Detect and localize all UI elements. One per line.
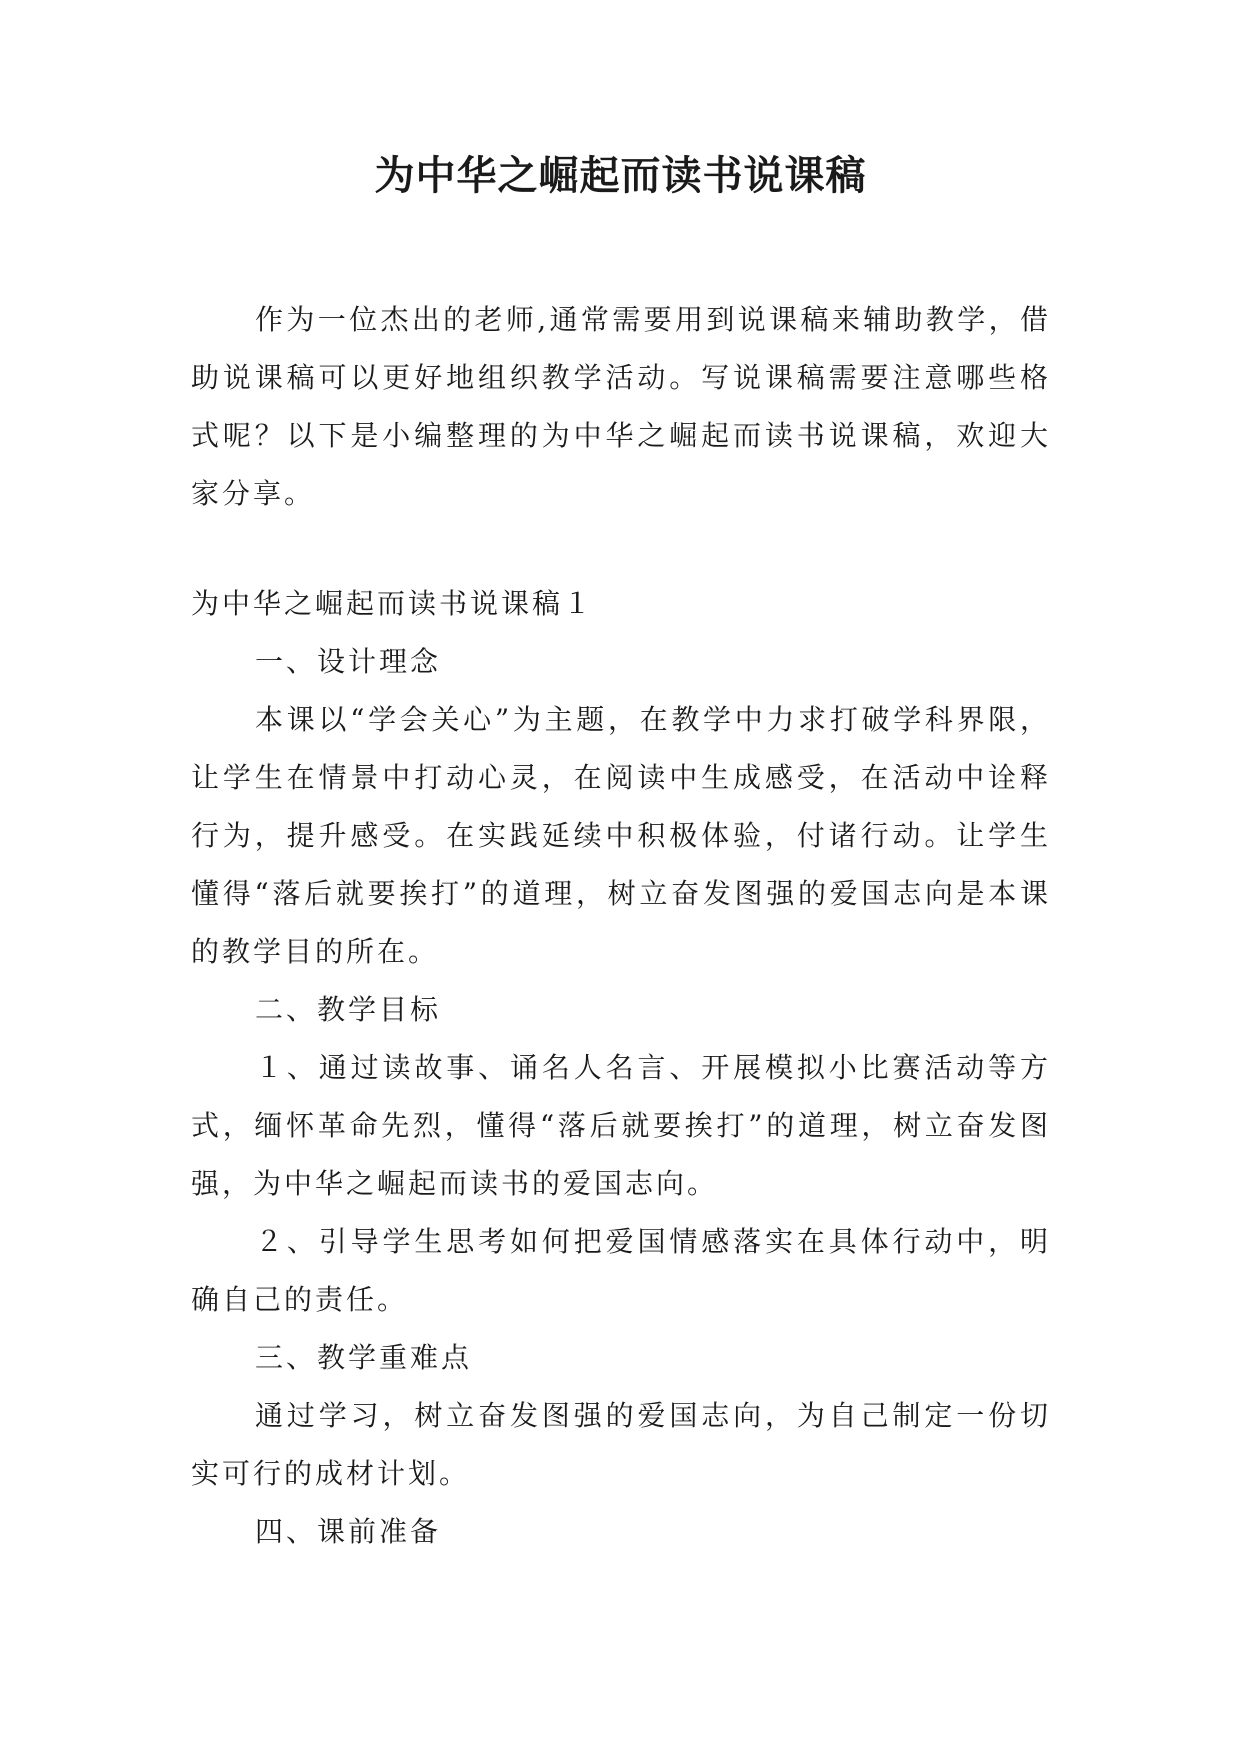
paragraph-goal-1: １、通过读故事、诵名人名言、开展模拟小比赛活动等方式，缅怀革命先烈，懂得“落后就要挨打”的道理，树立奋发图强，为中华之崛起而读书的爱国志向。 xyxy=(191,1051,1051,1200)
paragraph-goal-2: ２、引导学生思考如何把爱国情感落实在具体行动中，明确自己的责任。 xyxy=(191,1225,1051,1316)
document-body xyxy=(191,291,1051,1561)
paragraph-design-concept: 本课以“学会关心”为主题，在教学中力求打破学科界限，让学生在情景中打动心灵，在阅读中生成感受，在活动中诠释行为，提升感受。在实践延续中积极体验，付诸行动。让学生懂得“落后就要挨打”的道理，树立奋发图强的爱国志向是本课的教学目的所在。 xyxy=(191,703,1051,968)
heading-design-concept: 一、设计理念 xyxy=(255,645,442,678)
section-heading: 为中华之崛起而读书说课稿１ xyxy=(191,587,595,620)
document-title: 为中华之崛起而读书说课稿 xyxy=(374,153,867,199)
heading-preparation: 四、课前准备 xyxy=(255,1515,442,1548)
heading-teaching-goals: 二、教学目标 xyxy=(255,993,442,1026)
intro-paragraph: 作为一位杰出的老师,通常需要用到说课稿来辅助教学，借助说课稿可以更好地组织教学活动。写说课稿需要注意哪些格式呢？以下是小编整理的为中华之崛起而读书说课稿，欢迎大家分享。 xyxy=(191,303,1051,510)
paragraph-key-difficulties: 通过学习，树立奋发图强的爱国志向，为自己制定一份切实可行的成材计划。 xyxy=(191,1399,1051,1490)
heading-key-difficulties: 三、教学重难点 xyxy=(255,1341,473,1374)
